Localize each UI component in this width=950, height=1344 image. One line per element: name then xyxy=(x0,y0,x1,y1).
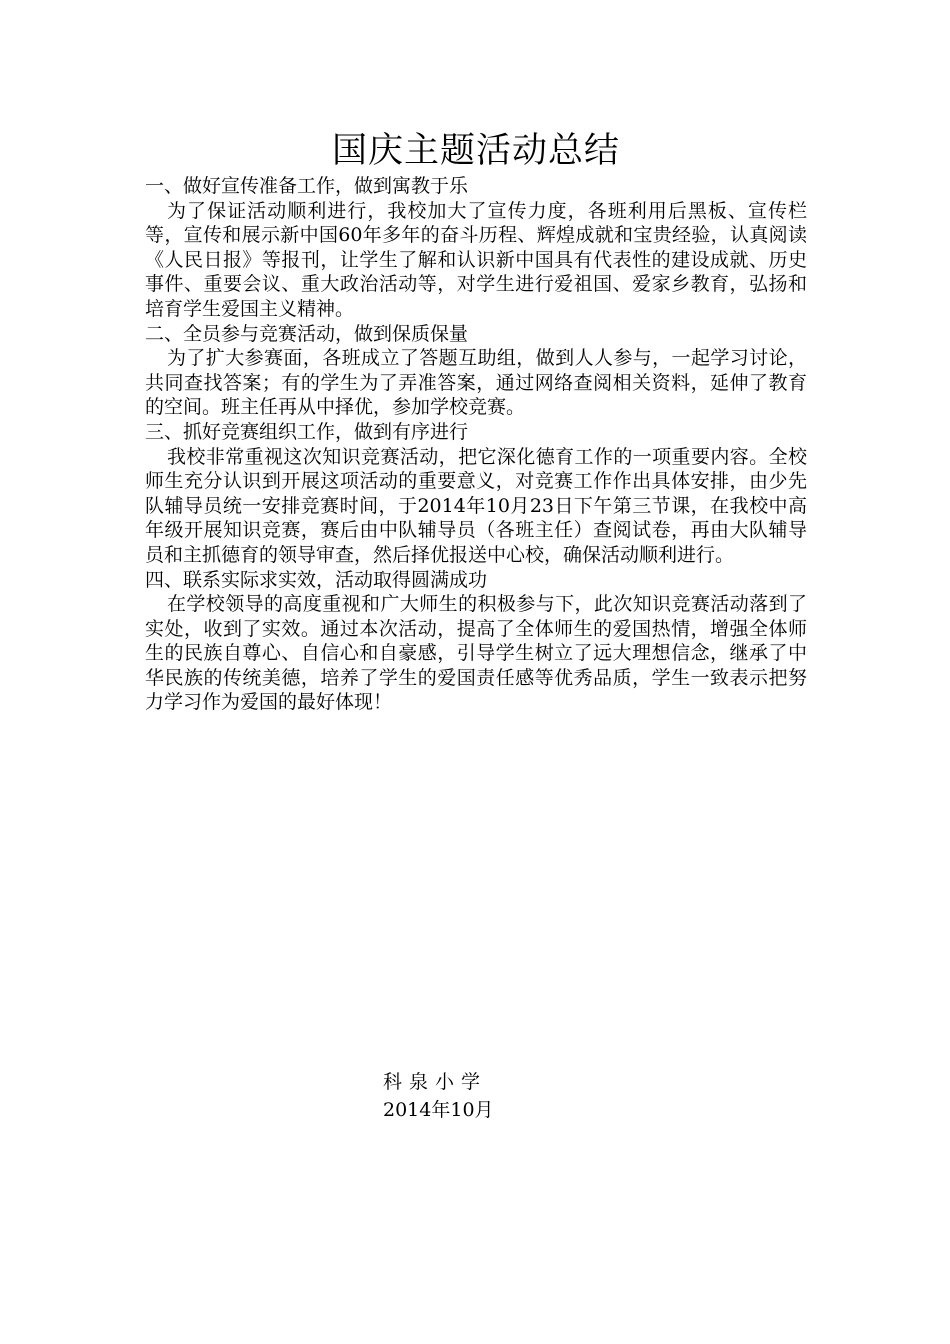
section-heading: 一、做好宣传准备工作，做到寓教于乐 xyxy=(145,175,469,197)
section-paragraph: 我校非常重视这次知识竞赛活动，把它深化德育工作的一项重要内容。全校师生充分认识到开展这项活动的重要意义，对竞赛工作作出具体安排，由少先队辅导员统一安排竞赛时间，于2014年10月23日下午第三节课，在我校中高年级开展知识竞赛，赛后由中队辅导员（各班主任）查阅试卷，再由大队辅导员和主抓德育的领导审查，然后择优报送中心校，确保活动顺利进行。 xyxy=(145,445,807,566)
signature-school: 科泉小学 xyxy=(383,1071,488,1093)
section-paragraph: 为了扩大参赛面，各班成立了答题互助组，做到人人参与，一起学习讨论，共同查找答案；有的学生为了弄准答案，通过网络查阅相关资料，延伸了教育的空间。班主任再从中择优，参加学校竞赛。 xyxy=(145,347,807,419)
section-2 xyxy=(145,322,807,420)
section-heading: 三、抓好竞赛组织工作，做到有序进行 xyxy=(145,420,469,443)
document-body xyxy=(145,128,807,715)
signature-block xyxy=(383,1068,494,1124)
section-4 xyxy=(145,568,807,716)
section-paragraph: 在学校领导的高度重视和广大师生的积极参与下，此次知识竞赛活动落到了实处，收到了实效。通过本次活动，提高了全体师生的爱国热情，增强全体师生的民族自尊心、自信心和自豪感，引导学生树立了远大理想信念，继承了中华民族的传统美德，培养了学生的爱国责任感等优秀品质，学生一致表示把努力学习作为爱国的最好体现！ xyxy=(145,593,807,714)
section-heading: 四、联系实际求实效，活动取得圆满成功 xyxy=(145,568,488,591)
section-heading: 二、全员参与竞赛活动，做到保质保量 xyxy=(145,322,469,345)
section-1 xyxy=(145,174,807,322)
signature-date: 2014年10月 xyxy=(383,1099,494,1121)
document-title: 国庆主题活动总结 xyxy=(331,131,620,171)
section-paragraph: 为了保证活动顺利进行，我校加大了宣传力度，各班利用后黑板、宣传栏等，宣传和展示新中国60年多年的奋斗历程、辉煌成就和宝贵经验，认真阅读《人民日报》等报刊，让学生了解和认识新中国具有代表性的建设成就、历史事件、重要会议、重大政治活动等，对学生进行爱祖国、爱家乡教育，弘扬和培育学生爱国主义精神。 xyxy=(145,199,807,320)
section-3 xyxy=(145,420,807,568)
